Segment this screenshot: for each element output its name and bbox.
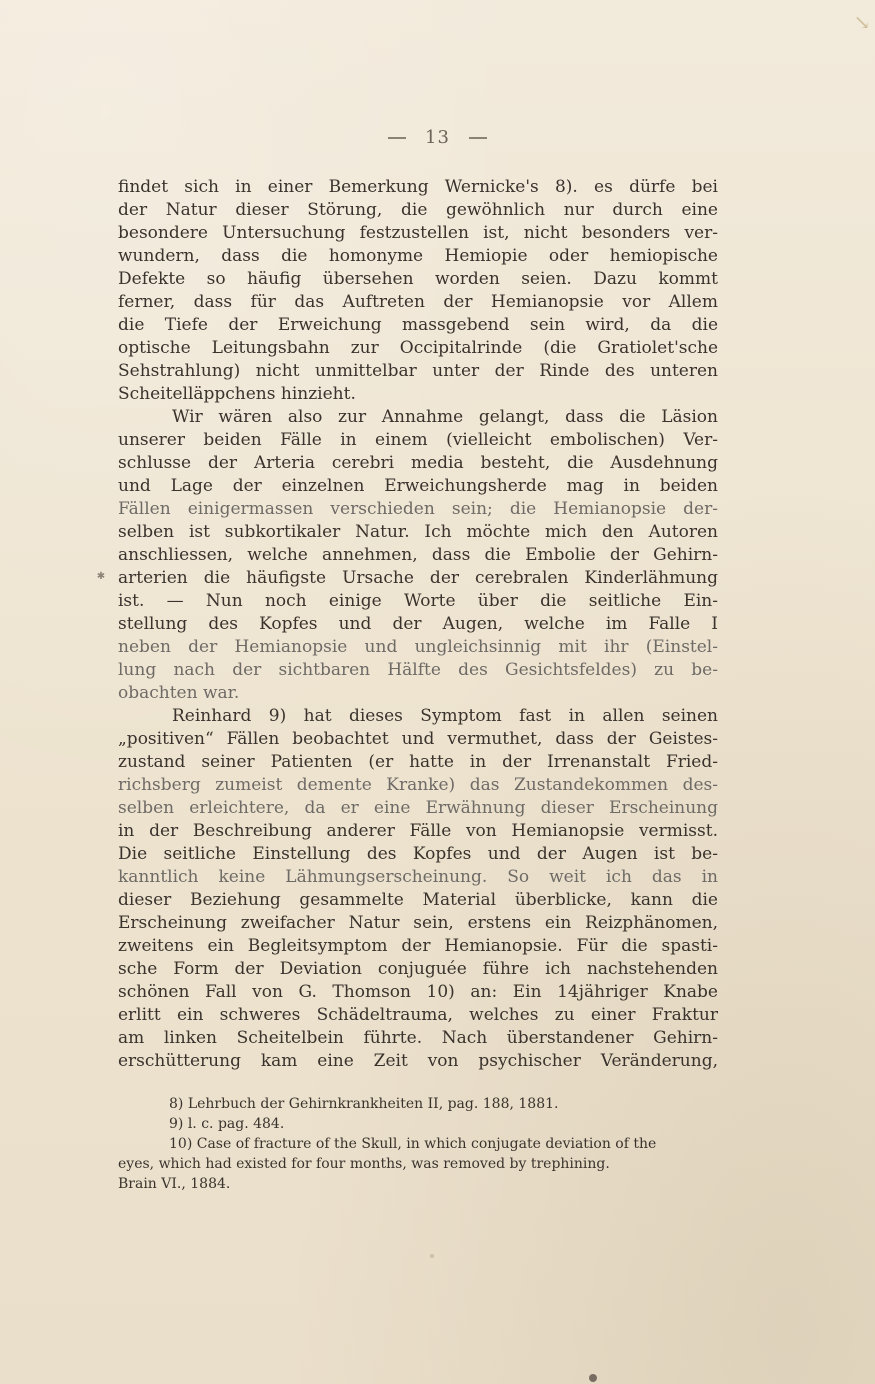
paragraph-2-line-7: anschliessen, welche annehmen, dass die Embolie der Gehirn-: [118, 545, 718, 565]
paragraph-2-line-1: Wir wären also zur Annahme gelangt, dass die Läsion: [172, 407, 718, 427]
paragraph-1-line-1: findet sich in einer Bemerkung Wernicke's 8). es dürfe bei: [118, 177, 718, 197]
paragraph-2-line-2: unserer beiden Fälle in einem (vielleicht embolischen) Ver-: [118, 430, 718, 450]
paragraph-2-line-3: schlusse der Arteria cerebri media besteht, die Ausdehnung: [118, 453, 718, 473]
paragraph-2-line-9: ist. — Nun noch einige Worte über die seitliche Ein-: [118, 591, 718, 611]
footnote-10-line-3: Brain VI., 1884.: [118, 1176, 231, 1192]
paragraph-2-line-5: Fällen einigermassen verschieden sein; die Hemianopsie der-: [118, 499, 718, 519]
paragraph-3-line-10: Erscheinung zweifacher Natur sein, erstens ein Reizphänomen,: [118, 913, 718, 933]
paragraph-3-line-14: erlitt ein schweres Schädeltrauma, welches zu einer Fraktur: [118, 1005, 718, 1025]
page-header: [0, 127, 875, 148]
page-number: 13: [425, 127, 450, 148]
paragraph-3-line-1: Reinhard 9) hat dieses Symptom fast in allen seinen: [172, 706, 718, 726]
footnotes: [118, 1094, 718, 1194]
corner-mark-icon: ↘: [853, 10, 871, 34]
paragraph-3-line-12: sche Form der Deviation conjuguée führe ich nachstehenden: [118, 959, 718, 979]
footnote-8: 8) Lehrbuch der Gehirnkrankheiten II, pag. 188, 1881.: [169, 1096, 559, 1112]
main-text: [118, 176, 718, 1073]
paragraph-1-line-7: die Tiefe der Erweichung massgebend sein wird, da die: [118, 315, 718, 335]
header-left-dash: [388, 137, 406, 139]
paragraph-3-line-6: in der Beschreibung anderer Fälle von Hemianopsie vermisst.: [118, 821, 718, 841]
paragraph-3-line-4: richsberg zumeist demente Kranke) das Zustandekommen des-: [118, 775, 718, 795]
paragraph-1-line-10: Scheitelläppchens hinzieht.: [118, 384, 356, 404]
paragraph-2: [118, 406, 718, 705]
paragraph-3: [118, 705, 718, 1073]
paragraph-1-line-8: optische Leitungsbahn zur Occipitalrinde (die Gratiolet'sche: [118, 338, 718, 358]
margin-mark-icon: ✱: [96, 571, 106, 582]
paragraph-3-line-13: schönen Fall von G. Thomson 10) an: Ein 14jähriger Knabe: [118, 982, 718, 1002]
paragraph-2-line-6: selben ist subkortikaler Natur. Ich möchte mich den Autoren: [118, 522, 718, 542]
paragraph-1-line-3: besondere Untersuchung festzustellen ist, nicht besonders ver-: [118, 223, 718, 243]
paragraph-3-line-15: am linken Scheitelbein führte. Nach überstandener Gehirn-: [118, 1028, 718, 1048]
paragraph-1-line-4: wundern, dass die homonyme Hemiopie oder hemiopische: [118, 246, 718, 266]
footnote-9: 9) l. c. pag. 484.: [169, 1116, 285, 1132]
paragraph-3-line-11: zweitens ein Begleitsymptom der Hemianopsie. Für die spasti-: [118, 936, 718, 956]
paragraph-1-line-6: ferner, dass für das Auftreten der Hemianopsie vor Allem: [118, 292, 718, 312]
paragraph-3-line-2: „positiven“ Fällen beobachtet und vermuthet, dass der Geistes-: [118, 729, 718, 749]
paragraph-1-line-9: Sehstrahlung) nicht unmittelbar unter der Rinde des unteren: [118, 361, 718, 381]
paragraph-2-line-11: neben der Hemianopsie und ungleichsinnig mit ihr (Einstel-: [118, 637, 718, 657]
paragraph-2-line-8: arterien die häufigste Ursache der cerebralen Kinderlähmung: [118, 568, 718, 588]
footnote-10-line-1: 10) Case of fracture of the Skull, in which conjugate deviation of the: [169, 1136, 657, 1152]
paragraph-2-line-10: stellung des Kopfes und der Augen, welche im Falle I: [118, 614, 718, 634]
ink-spot-icon: [589, 1374, 597, 1382]
paragraph-3-line-3: zustand seiner Patienten (er hatte in der Irrenanstalt Fried-: [118, 752, 718, 772]
paragraph-3-line-7: Die seitliche Einstellung des Kopfes und der Augen ist be-: [118, 844, 718, 864]
paragraph-2-line-13: obachten war.: [118, 683, 240, 703]
footnote-10-line-2: eyes, which had existed for four months, was removed by trephining.: [118, 1156, 610, 1172]
paragraph-2-line-4: und Lage der einzelnen Erweichungsherde mag in beiden: [118, 476, 718, 496]
paragraph-1-line-5: Defekte so häufig übersehen worden seien. Dazu kommt: [118, 269, 718, 289]
paragraph-3-line-8: kanntlich keine Lähmungserscheinung. So weit ich das in: [118, 867, 718, 887]
paragraph-1-line-2: der Natur dieser Störung, die gewöhnlich nur durch eine: [118, 200, 718, 220]
paragraph-1: [118, 176, 718, 406]
paragraph-2-line-12: lung nach der sichtbaren Hälfte des Gesichtsfeldes) zu be-: [118, 660, 718, 680]
paper-spot-icon: [430, 1254, 434, 1258]
paragraph-3-line-9: dieser Beziehung gesammelte Material überblicke, kann die: [118, 890, 718, 910]
paragraph-3-line-16: erschütterung kam eine Zeit von psychischer Veränderung,: [118, 1051, 718, 1071]
header-right-dash: [469, 137, 487, 139]
paragraph-3-line-5: selben erleichtere, da er eine Erwähnung dieser Erscheinung: [118, 798, 718, 818]
